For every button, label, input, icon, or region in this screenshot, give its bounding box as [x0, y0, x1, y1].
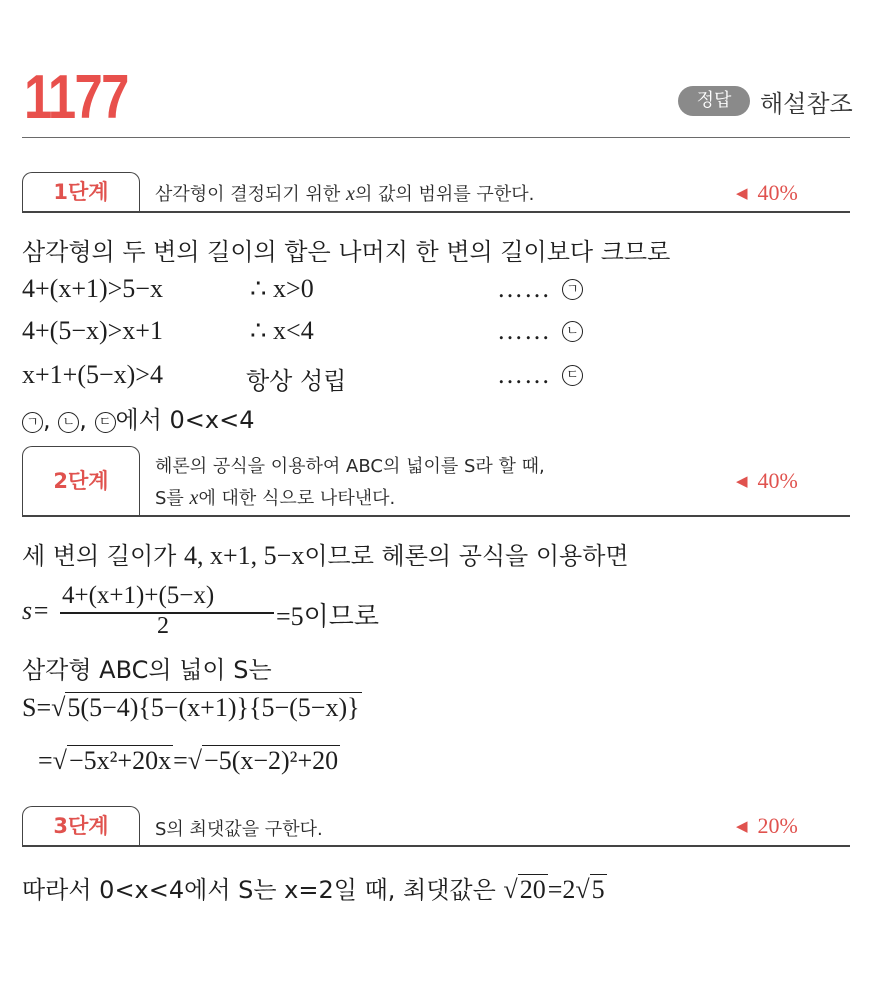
step1-percent: 40%	[757, 180, 798, 205]
area-intro: 삼각형 ABC의 넓이 S는	[22, 656, 272, 684]
inequality-3: x+1+(5−x)>4	[22, 360, 163, 389]
semi-perimeter-lhs: s=	[22, 596, 50, 625]
dots-2: ……	[497, 316, 551, 345]
left-triangle-icon: ◀	[736, 472, 748, 490]
inequality-1: 4+(x+1)>5−x	[22, 274, 163, 303]
step2-divider	[22, 515, 850, 517]
mark-ref-3: ㄷ	[95, 412, 116, 433]
circle-mark-3: ㄷ	[562, 365, 583, 386]
step2-label: 2단계	[22, 446, 140, 516]
step2-desc2-prefix: S를	[155, 488, 190, 509]
sqrt-icon: √	[187, 746, 203, 775]
step3-conclusion-text: 따라서 0<x<4에서 S는 x=2일 때, 최댓값은	[22, 876, 496, 904]
header-divider	[22, 137, 850, 138]
mark-ref-1: ㄱ	[22, 412, 43, 433]
step2-percent-badge	[736, 468, 798, 494]
inequality-1-result: ∴ x>0	[250, 274, 314, 303]
inequality-2-result: ∴ x<4	[250, 316, 314, 345]
sqrt-icon: √	[575, 875, 590, 904]
step2-intro-suffix: 이므로 헤론의 공식을 이용하면	[304, 542, 629, 570]
step2-desc2-suffix: 에 대한 식으로 나타낸다.	[198, 488, 396, 509]
inequality-2: 4+(5−x)>x+1	[22, 316, 163, 345]
circle-mark-2: ㄴ	[562, 321, 583, 342]
step3-label: 3단계	[22, 806, 140, 846]
area-formula-2	[38, 745, 340, 776]
step1-intro: 삼각형의 두 변의 길이의 합은 나머지 한 변의 길이보다 크므로	[22, 238, 671, 266]
step1-percent-badge	[736, 180, 798, 206]
area2-eq: =	[38, 746, 53, 775]
fraction-numerator: 4+(x+1)+(5−x)	[62, 582, 215, 609]
step1-desc-prefix: 삼각형이 결정되기 위한	[155, 184, 347, 205]
step3-divider	[22, 845, 850, 847]
area-radicand: 5(5−4){5−(x+1)}{5−(5−x)}	[67, 693, 360, 722]
inequality-3-result: 항상 성립	[246, 367, 347, 395]
area2-radicand: −5x²+20x	[68, 746, 172, 775]
max-radicand-1: 20	[519, 875, 546, 904]
fraction-denominator: 2	[157, 613, 169, 639]
conclusion-text: 에서 0<x<4	[115, 406, 255, 434]
step2-intro	[22, 536, 629, 571]
left-triangle-icon: ◀	[736, 817, 748, 835]
step2-desc2-var: x	[189, 487, 199, 509]
dots-3: ……	[497, 360, 551, 389]
semi-perimeter-rhs: =5이므로	[276, 602, 380, 631]
area2-radicand2: −5(x−2)²+20	[204, 746, 339, 775]
answer-reference-text: 해설참조	[760, 90, 853, 118]
step3-percent-badge	[736, 813, 798, 839]
left-triangle-icon: ◀	[736, 184, 748, 202]
step1-description	[155, 180, 534, 206]
max-eq: =2	[547, 875, 576, 904]
area2-eq2: =	[173, 746, 188, 775]
step3-percent: 20%	[757, 813, 798, 838]
max-radicand-2: 5	[591, 875, 605, 904]
step2-description-line1: 헤론의 공식을 이용하여 ABC의 넓이를 S라 할 때,	[155, 456, 545, 477]
mark-ref-2: ㄴ	[58, 412, 79, 433]
step2-intro-prefix: 세 변의 길이가	[22, 542, 184, 570]
step2-percent: 40%	[757, 468, 798, 493]
sqrt-icon: √	[52, 746, 67, 775]
sqrt-icon: √	[503, 875, 518, 904]
sqrt-icon: √	[51, 693, 66, 722]
area-lhs: S=	[22, 693, 52, 722]
step1-conclusion: ㄱ , ㄴ , ㄷ 에서 0<x<4	[22, 400, 255, 435]
problem-number: 1177	[24, 63, 128, 132]
step3-conclusion	[22, 870, 607, 905]
step2-intro-math: 4, x+1, 5−x	[184, 541, 305, 570]
step1-desc-suffix: 의 값의 범위를 구한다.	[354, 184, 535, 205]
dots-1: ……	[497, 274, 551, 303]
area-formula-1	[22, 692, 362, 723]
step2-description-line2	[155, 484, 395, 510]
step3-description: S의 최댓값을 구한다.	[155, 819, 323, 840]
circle-mark-1: ㄱ	[562, 279, 583, 300]
step1-divider	[22, 211, 850, 213]
step1-desc-var: x	[346, 183, 355, 205]
answer-badge: 정답	[678, 86, 750, 116]
step1-label: 1단계	[22, 172, 140, 212]
